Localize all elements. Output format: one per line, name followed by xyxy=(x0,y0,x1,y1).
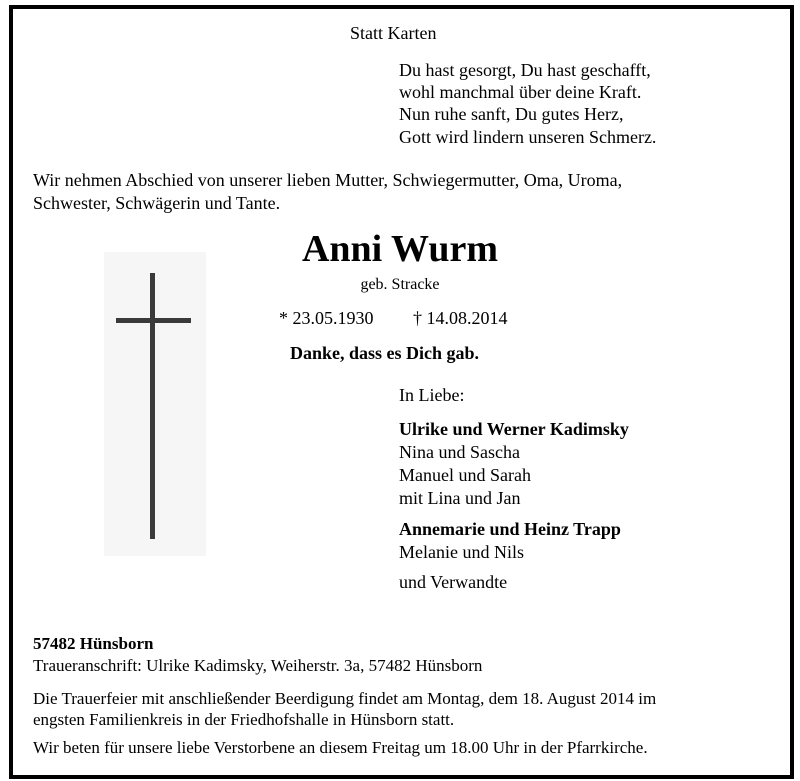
relatives-line: und Verwandte xyxy=(399,572,508,592)
family-group-2-heading: Annemarie und Heinz Trapp xyxy=(399,519,621,539)
footer-prayer: Wir beten für unsere liebe Verstorbene an diesem Freitag um 18.00 Uhr in der Pfarrkirche. xyxy=(33,738,648,757)
poem-line-1: Du hast gesorgt, Du hast geschafft, xyxy=(399,60,651,80)
poem-line-3: Nun ruhe sanft, Du gutes Herz, xyxy=(399,104,624,124)
header-statt-karten: Statt Karten xyxy=(350,23,437,43)
intro-line-1: Wir nehmen Abschied von unserer lieben Mutter, Schwiegermutter, Oma, Uroma, xyxy=(33,170,623,190)
maiden-name: geb. Stracke xyxy=(360,276,440,293)
family-member: Melanie und Nils xyxy=(399,542,524,562)
footer-city: 57482 Hünsborn xyxy=(33,634,154,653)
cross-icon xyxy=(150,273,155,539)
family-member: mit Lina und Jan xyxy=(399,488,521,508)
footer-ceremony-line-1: Die Trauerfeier mit anschließender Beerdigung findet am Montag, dem 18. August 2014 im xyxy=(33,689,657,708)
footer-ceremony-line-2: engsten Familienkreis in der Friedhofshalle in Hünsborn statt. xyxy=(33,710,455,729)
family-member: Manuel und Sarah xyxy=(399,465,531,485)
in-love-label: In Liebe: xyxy=(399,385,465,405)
poem-line-2: wohl manchmal über deine Kraft. xyxy=(399,82,642,102)
poem-line-4: Gott wird lindern unseren Schmerz. xyxy=(399,127,657,147)
birth-date: * 23.05.1930 xyxy=(279,308,374,328)
intro-line-2: Schwester, Schwägerin und Tante. xyxy=(33,193,281,213)
cross-image xyxy=(104,252,206,556)
footer-address: Traueranschrift: Ulrike Kadimsky, Weiherstr. 3a, 57482 Hünsborn xyxy=(33,656,483,675)
cross-icon-bar xyxy=(116,318,191,323)
death-date: † 14.08.2014 xyxy=(413,308,508,328)
family-member: Nina und Sascha xyxy=(399,442,520,462)
thanks-line: Danke, dass es Dich gab. xyxy=(290,343,480,363)
deceased-name: Anni Wurm xyxy=(301,228,499,270)
family-group-1-heading: Ulrike und Werner Kadimsky xyxy=(399,419,629,439)
